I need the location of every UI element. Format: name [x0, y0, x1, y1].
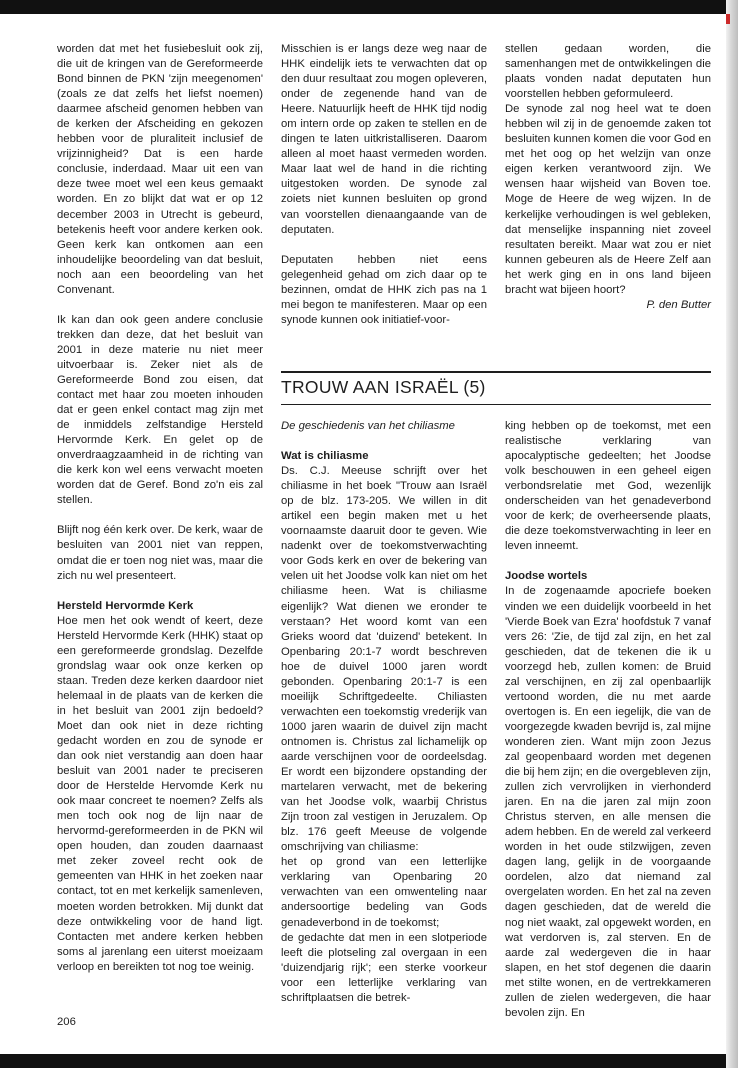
article-column-right — [505, 419, 711, 1021]
page-number: 206 — [57, 1016, 76, 1028]
column-right-top — [505, 42, 711, 313]
scan-border-bottom — [0, 1054, 738, 1068]
section-heading: Joodse wortels — [505, 570, 588, 583]
paragraph: Misschien is er langs deze weg naar de HHK eindelijk iets te verwachten dat op den duur resultaat zou mogen opleveren, onder de zegenende hand van de Heere. Natuurlijk heeft de HHK tijd nodig om intern orde op zaken te stellen en de dingen te laten uitkristalliseren. Daarom alleen al moet haast vermeden worden. Maar laat wel de hand in die richting uitgestoken worden. De synode zal zoiets niet kunnen besluiten op grond van voorstellen dienaangaande van de deputaten. — [281, 43, 487, 236]
scan-page-edge — [726, 0, 738, 1068]
paragraph: worden dat met het fusiebesluit ook zij, die uit de kringen van de Gereformeerde Bond binnen de PKN 'zijn meegenomen' (zoals ze dat zelfs het liefst noemen) daarmee afscheid genomen hebben van de kerken der Afscheiding en gekozen hebben voor de pluraliteit inclusief de vrijzinnigheid? Dat is een harde conclusie, inderdaad. Maar uit een van deze twee moet wel een keus gemaakt worden. En zo blijkt dat wat er op 12 december 2003 in Utrecht is gebeurd, betekenis heeft voor andere kerken ook. Geen kerk kan ontkomen aan een inhoudelijke beoordeling van dat besluit, noch aan een beoordeling van het Convenant. — [57, 43, 263, 296]
article-rule-top — [281, 371, 711, 373]
scan-border-top — [0, 0, 738, 14]
paragraph: In de zogenaamde apocriefe boeken vinden we een duidelijk voorbeeld in het 'Vierde Boek van Ezra' hoofdstuk 7 vanaf vers 26: 'Zie, de tijd zal zijn, en het zal geschieden, dat de tekenen die ik u voorzegd heb, zullen komen: de Bruid zal verschijnen, en zij zal openbaarlijk vertoond worden, die nu met aarde overtogen is. En een iegelijk, die van de voorgezegde kwaden bevrijd is, zal mijne wonderen zien. Want mijn zoon Jezus zal geopenbaard worden met degenen die bij hem zijn; en die overgebleven zijn, zullen zich vervrolijken in vierhonderd jaren. En na die jaren zal mijn zoon Christus sterven, en alle mensen die adem hebben. En de wereld zal verkeerd worden in het oude stilzwijgen, zeven dagen lang, gelijk in de voorgaande oordelen, alzo dat niemand zal overgelaten worden. En het zal na zeven dagen geschieden, dat de wereld die nog niet waakt, zal opgewekt worden, en wat verdorven is, zal sterven. En de aarde zal wedergeven die in haar slapen, en het stof degenen die daarin met stilte wonen, en de vertrekkameren zullen de zielen wedergeven, die haar bevolen zijn. En — [505, 585, 711, 1019]
paragraph: Hoe men het ook wendt of keert, deze Hersteld Hervormde Kerk (HHK) staat op een gereformeerde grondslag. Dezelfde grondslag waar ook onze kerken op staan. Treden deze kerken daardoor niet helemaal in de plaats van de kerken die in het besluit van 2001 zijn bedoeld? Moet dan ook niet in deze richting gedacht worden en zou de synode er dan ook niet verstandig aan doen haar besluit van 2001 nader te preciseren door de Herstelde Hervomde Kerk nu ook maar concreet te noemen? Zelfs als men toch ook nog de lijn naar de hervormd-gereformeerden in de PKN wil open houden, dan zouden daarnaast met zeker zoveel recht ook de gemeenten van HHK in het zoeken naar contact, tot en met kerkelijk samenleven, moeten worden betrokken. Mij dunkt dat deze ontwikkeling voor de hand ligt. Contacten met andere kerken hebben soms al jarenlang een uiterst moeizaam verloop en bereikten tot nog toe weinig. — [57, 614, 263, 973]
paragraph: stellen gedaan worden, die samenhangen met de ontwikkelingen die plaats vonden nadat deputaten hun voorstellen hebben geformuleerd. — [505, 43, 711, 101]
column-middle-top — [281, 42, 487, 328]
paragraph: het op grond van een letterlijke verklaring van Openbaring 20 verwachten van een omwenteling naar andersoortige bedeling van Gods genadeverbond in de toekomst; — [281, 856, 487, 929]
paragraph: Ik kan dan ook geen andere conclusie trekken dan deze, dat het besluit van 2001 in deze materie nu niet meer uitvoerbaar is. Zeker niet als de Gereformeerde Bond zou eisen, dat contact met haar zou moeten inhouden dat er geen enkel contact mag zijn met de inmiddels zelfstandige Hersteld Hervormde Kerk. En gelet op de onverdraagzaamheid in de richting van die kerk kon wel eens verwacht moeten worden dat de Geref. Bond zo'n eis zal stellen. — [57, 313, 263, 507]
section-heading: Wat is chiliasme — [281, 450, 369, 463]
article-column-middle — [281, 419, 487, 1006]
paragraph: Ds. C.J. Meeuse schrijft over het chiliasme in het boek "Trouw aan Israël op de blz. 173-205. We willen in dit artikel een begin maken met u het voornaamste daaruit door te geven. Wie nadenkt over de toekomstverwachting voor Gods kerk en over de bekering van velen uit het Joodse volk kan niet om het chiliasme heen. Wat is chiliasme eigenlijk? Wat dienen we eronder te verstaan? Het woord komt van een Grieks woord dat 'duizend' betekent. In Openbaring 20:1-7 wordt beschreven hoe de duivel 1000 jaren wordt gebonden. Openbaring 20:1-7 is een moeilijk Schriftgedeelte. Chiliasten verwachten een toekomstig vrederijk van 1000 jaren waarin de duivel zijn macht ontnomen is. Christus zal lichamelijk op aarde verschijnen voor de oordeelsdag. Er wordt een bijzondere opstanding der martelaren verwacht, met de bekering van het Joodse volk, waarbij Christus Zijn troon zal vestigen in Jeruzalem. Op blz. 176 geeft Meeuse de volgende omschrijving van chiliasme: — [281, 465, 487, 854]
paragraph: De synode zal nog heel wat te doen hebben wil zij in de genoemde zaken tot besluiten kunnen komen die voor God en met het oog op het welzijn van onze eigen kerken verantwoord zijn. We wensen haar wijsheid van Boven toe. Moge de Heere de weg wijzen. In de kerkelijke verhoudingen is wel gebleken, dat menselijke inspanning niet zoveel resultaten bereikt. Maar wat zou er niet kunnen gebeuren als de Heere Zelf aan het werk ging en in ons land bijeen bracht wat bijeen hoort? — [505, 103, 711, 296]
section-heading: Hersteld Hervormde Kerk — [57, 599, 194, 612]
paragraph: Blijft nog één kerk over. De kerk, waar de besluiten van 2001 niet van reppen, omdat die er toen nog niet was, maar die zich nu wel presenteert. — [57, 524, 263, 582]
article-subtitle: De geschiedenis van het chiliasme — [281, 420, 455, 432]
column-left — [57, 42, 263, 975]
paragraph: Deputaten hebben niet eens gelegenheid gehad om zich daar op te bezinnen, omdat de HHK zich pas na 1 mei begon te manifesteren. Maar op een synode kunnen ook initiatief-voor- — [281, 253, 487, 326]
article-title: TROUW AAN ISRAËL (5) — [281, 377, 486, 397]
article-rule-bottom — [281, 404, 711, 405]
author-signature: P. den Butter — [646, 298, 711, 311]
paragraph: king hebben op de toekomst, met een realistische verklaring van apocalyptische gedeelten; het Joodse volk beschouwen in een geheel eigen verbondsrelatie met God, wezenlijk onderscheiden van het genadeverbond voor de kerk; de overheersende plaats, die deze toekomstverwachting in leer en leven inneemt. — [505, 420, 711, 553]
document-page — [0, 14, 726, 1054]
paragraph: de gedachte dat men in een slotperiode leeft die plotseling zal overgaan in een 'duizendjarig rijk'; een sterke voorkeur voor een letterlijke verklaring van schriftplaatsen die betrek- — [281, 931, 487, 1004]
